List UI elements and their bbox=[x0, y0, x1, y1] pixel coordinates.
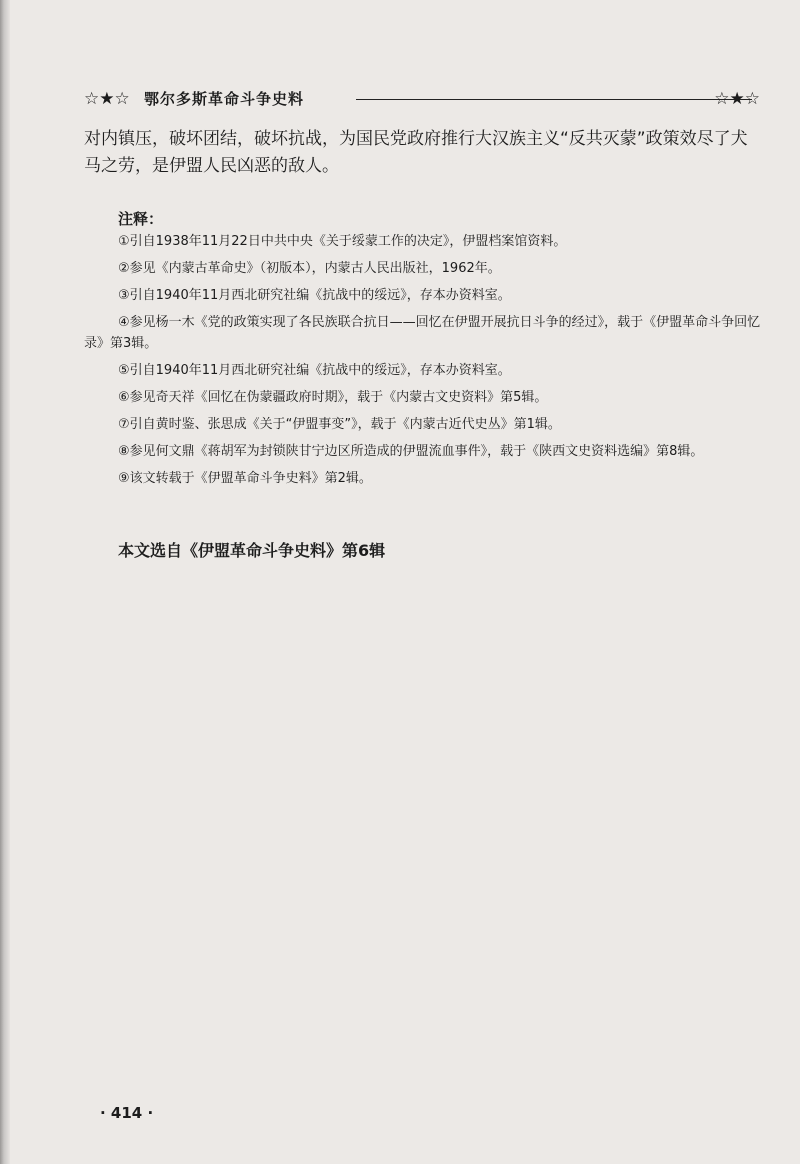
note-item: ⑧参见何文鼎《蒋胡军为封锁陕甘宁边区所造成的伊盟流血事件》，载于《陕西文史资料选编》第8辑。 bbox=[118, 443, 704, 459]
header-title: 鄂尔多斯革命斗争史料 bbox=[144, 90, 305, 108]
note-item: ⑦引自黄时鉴、张思成《关于“伊盟事变”》，载于《内蒙古近代史丛》第1辑。 bbox=[118, 416, 561, 432]
notes-title: 注释： bbox=[118, 210, 164, 228]
header-rule bbox=[356, 99, 752, 100]
body-paragraph: 对内镇压，破坏团结，破坏抗战，为国民党政府推行大汉族主义“反共灭蒙”政策效尽了犬马之劳，是伊盟人民凶恶的敌人。 bbox=[84, 129, 748, 176]
note-item: ⑨该文转载于《伊盟革命斗争史料》第2辑。 bbox=[118, 470, 372, 486]
header-stars-right: ☆★☆ bbox=[714, 89, 760, 109]
note-item: ⑥参见奇天祥《回忆在伪蒙疆政府时期》，载于《内蒙古文史资料》第5辑。 bbox=[118, 389, 548, 405]
page-number: · 414 · bbox=[100, 1104, 154, 1122]
note-item: ③引自1940年11月西北研究社编《抗战中的绥远》，存本办资料室。 bbox=[118, 288, 511, 303]
note-item: ④参见杨一木《党的政策实现了各民族联合抗日——回忆在伊盟开展抗日斗争的经过》，载于《伊盟革命斗争回忆录》第3辑。 bbox=[84, 315, 761, 351]
note-item: ⑤引自1940年11月西北研究社编《抗战中的绥远》，存本办资料室。 bbox=[118, 362, 511, 378]
notes-section bbox=[84, 209, 764, 496]
page-left-edge bbox=[0, 0, 10, 1164]
note-item: ①引自1938年11月22日中共中央《关于绥蒙工作的决定》，伊盟档案馆资料。 bbox=[118, 234, 567, 249]
header-stars-left: ☆★☆ bbox=[84, 89, 130, 109]
running-header bbox=[84, 88, 760, 110]
note-item: ②参见《内蒙古革命史》（初版本），内蒙古人民出版社，1962年。 bbox=[118, 261, 501, 276]
source-statement: 本文选自《伊盟革命斗争史料》第6辑 bbox=[118, 541, 386, 560]
